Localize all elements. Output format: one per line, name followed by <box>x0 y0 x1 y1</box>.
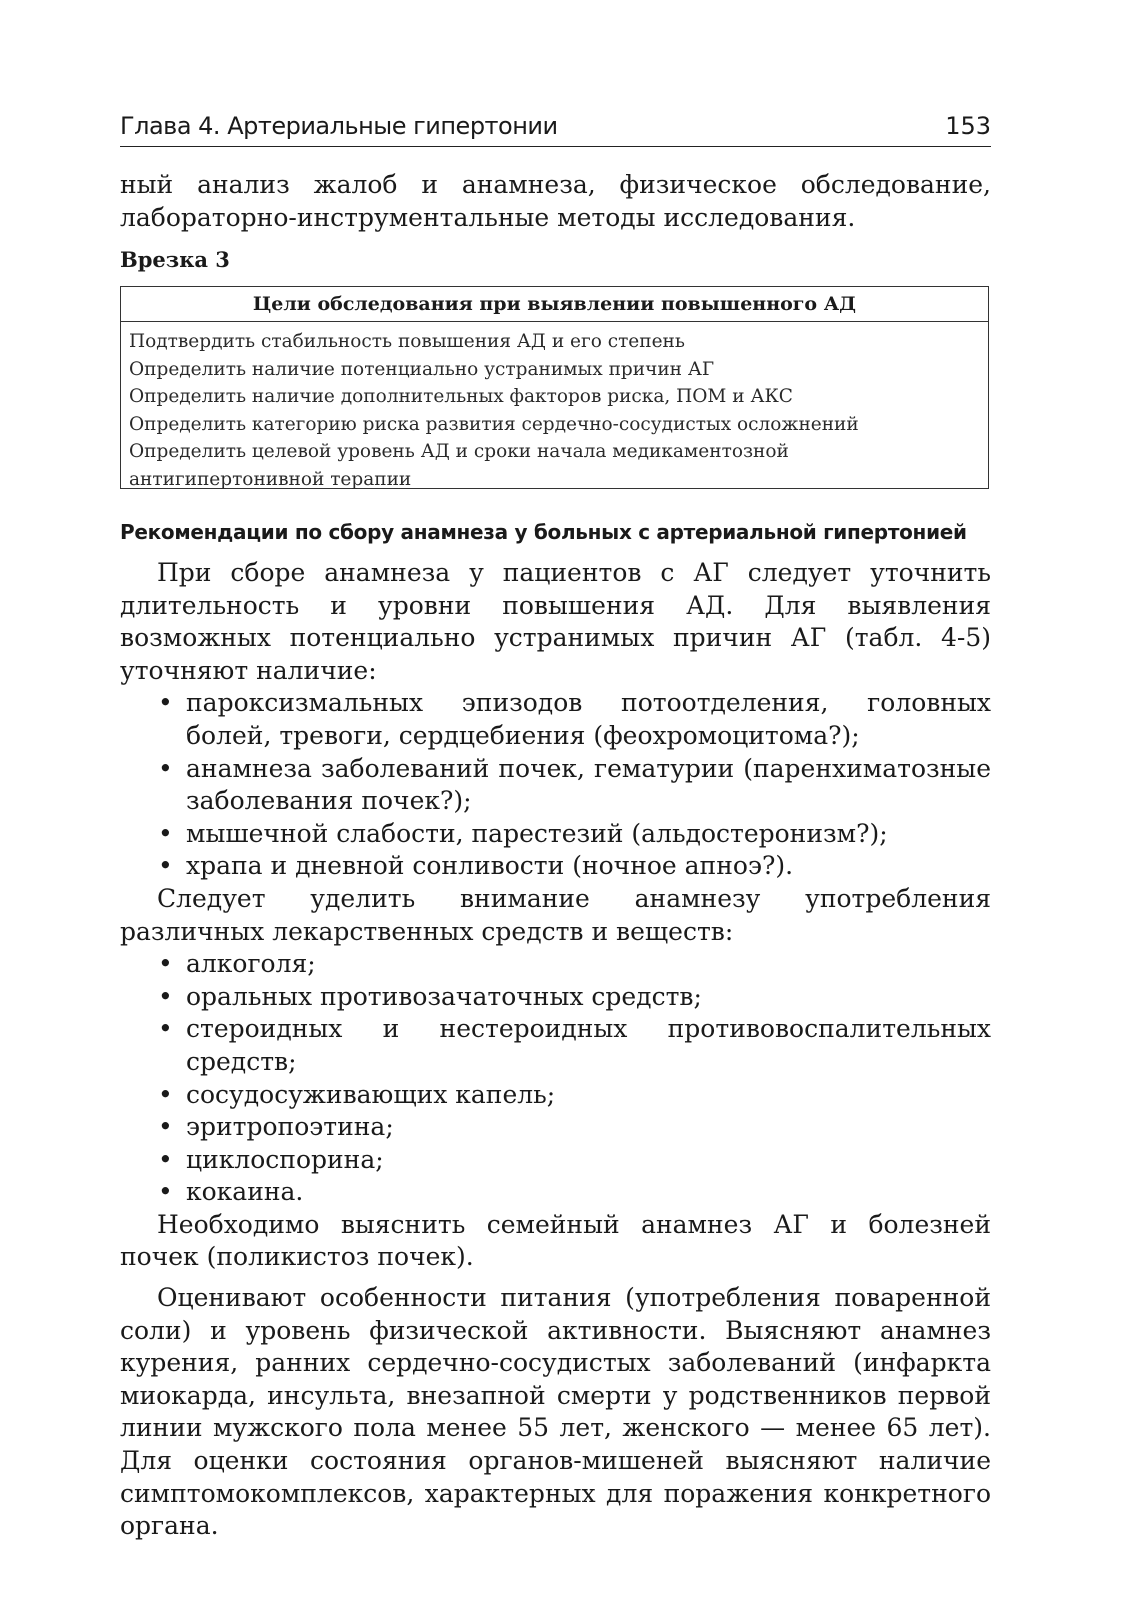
list-item: • мышечной слабости, парестезий (альдостеронизм?); <box>120 818 991 851</box>
section-heading: Рекомендации по сбору анамнеза у больных с артериальной гипертонией <box>120 520 967 544</box>
substances-list <box>120 948 991 1209</box>
inset-item: Определить наличие дополнительных факторов риска, ПОМ и АКС <box>129 386 793 407</box>
paragraph: При сборе анамнеза у пациентов с АГ следует уточнить длительность и уровни повышения АД. Для выявления возможных потенциально устранимых причин АГ (табл. 4-5) уточняют наличие: <box>120 558 991 685</box>
inset-box <box>120 286 989 489</box>
causes-list <box>120 687 991 883</box>
list-item: • эритропоэтина; <box>120 1111 991 1144</box>
list-item: • храпа и дневной сонливости (ночное апноэ?). <box>120 850 991 883</box>
inset-item: Определить наличие потенциально устранимых причин АГ <box>129 358 715 380</box>
inset-item: Определить целевой уровень АД и сроки начала медикаментозной антигипертонивной терапии <box>129 441 789 490</box>
inset-item: Определить категорию риска развития сердечно-сосудистых осложнений <box>129 413 859 435</box>
inset-title: Цели обследования при выявлении повышенного АД <box>121 287 988 322</box>
section-body <box>120 557 991 1543</box>
list-item: • сосудосуживающих капель; <box>120 1079 991 1112</box>
running-header <box>120 108 991 147</box>
list-item: • алкоголя; <box>120 948 991 981</box>
inset-item: Подтвердить стабильность повышения АД и его степень <box>129 331 685 352</box>
chapter-title: Глава 4. Артериальные гипертонии <box>120 112 558 140</box>
inset-list <box>121 322 988 493</box>
paragraph: Необходимо выяснить семейный анамнез АГ и болезней почек (поликистоз почек). <box>120 1209 991 1272</box>
list-item: • оральных противозачаточных средств; <box>120 981 991 1014</box>
list-item: • кокаина. <box>120 1176 991 1209</box>
list-item: • стероидных и нестероидных противовоспалительных средств; <box>120 1013 991 1078</box>
list-item: • пароксизмальных эпизодов потоотделения, головных болей, тревоги, сердцебиения (феохромоцитома?); <box>120 687 991 752</box>
list-item: • циклоспорина; <box>120 1144 991 1177</box>
paragraph: Оценивают особенности питания (употребления поваренной соли) и уровень физической активности. Выясняют анамнез курения, ранних сердечно-сосудистых заболеваний (инфаркта миокарда, инсульта, внезапной смерти у родственников первой линии мужского пола менее 55 лет, женского — менее 65 лет). Для оценки состояния органов-мишеней выясняют наличие симптомокомплексов, характерных для поражения конкретного органа. <box>120 1283 991 1541</box>
page-number: 153 <box>945 112 991 140</box>
list-item: • анамнеза заболеваний почек, гематурии (паренхиматозные заболевания почек?); <box>120 753 991 818</box>
inset-label: Врезка 3 <box>120 247 230 272</box>
intro-paragraph: ный анализ жалоб и анамнеза, физическое обследование, лабораторно-инструментальные методы исследования. <box>120 170 991 232</box>
paragraph: Следует уделить внимание анамнезу употребления различных лекарственных средств и веществ: <box>120 883 991 946</box>
